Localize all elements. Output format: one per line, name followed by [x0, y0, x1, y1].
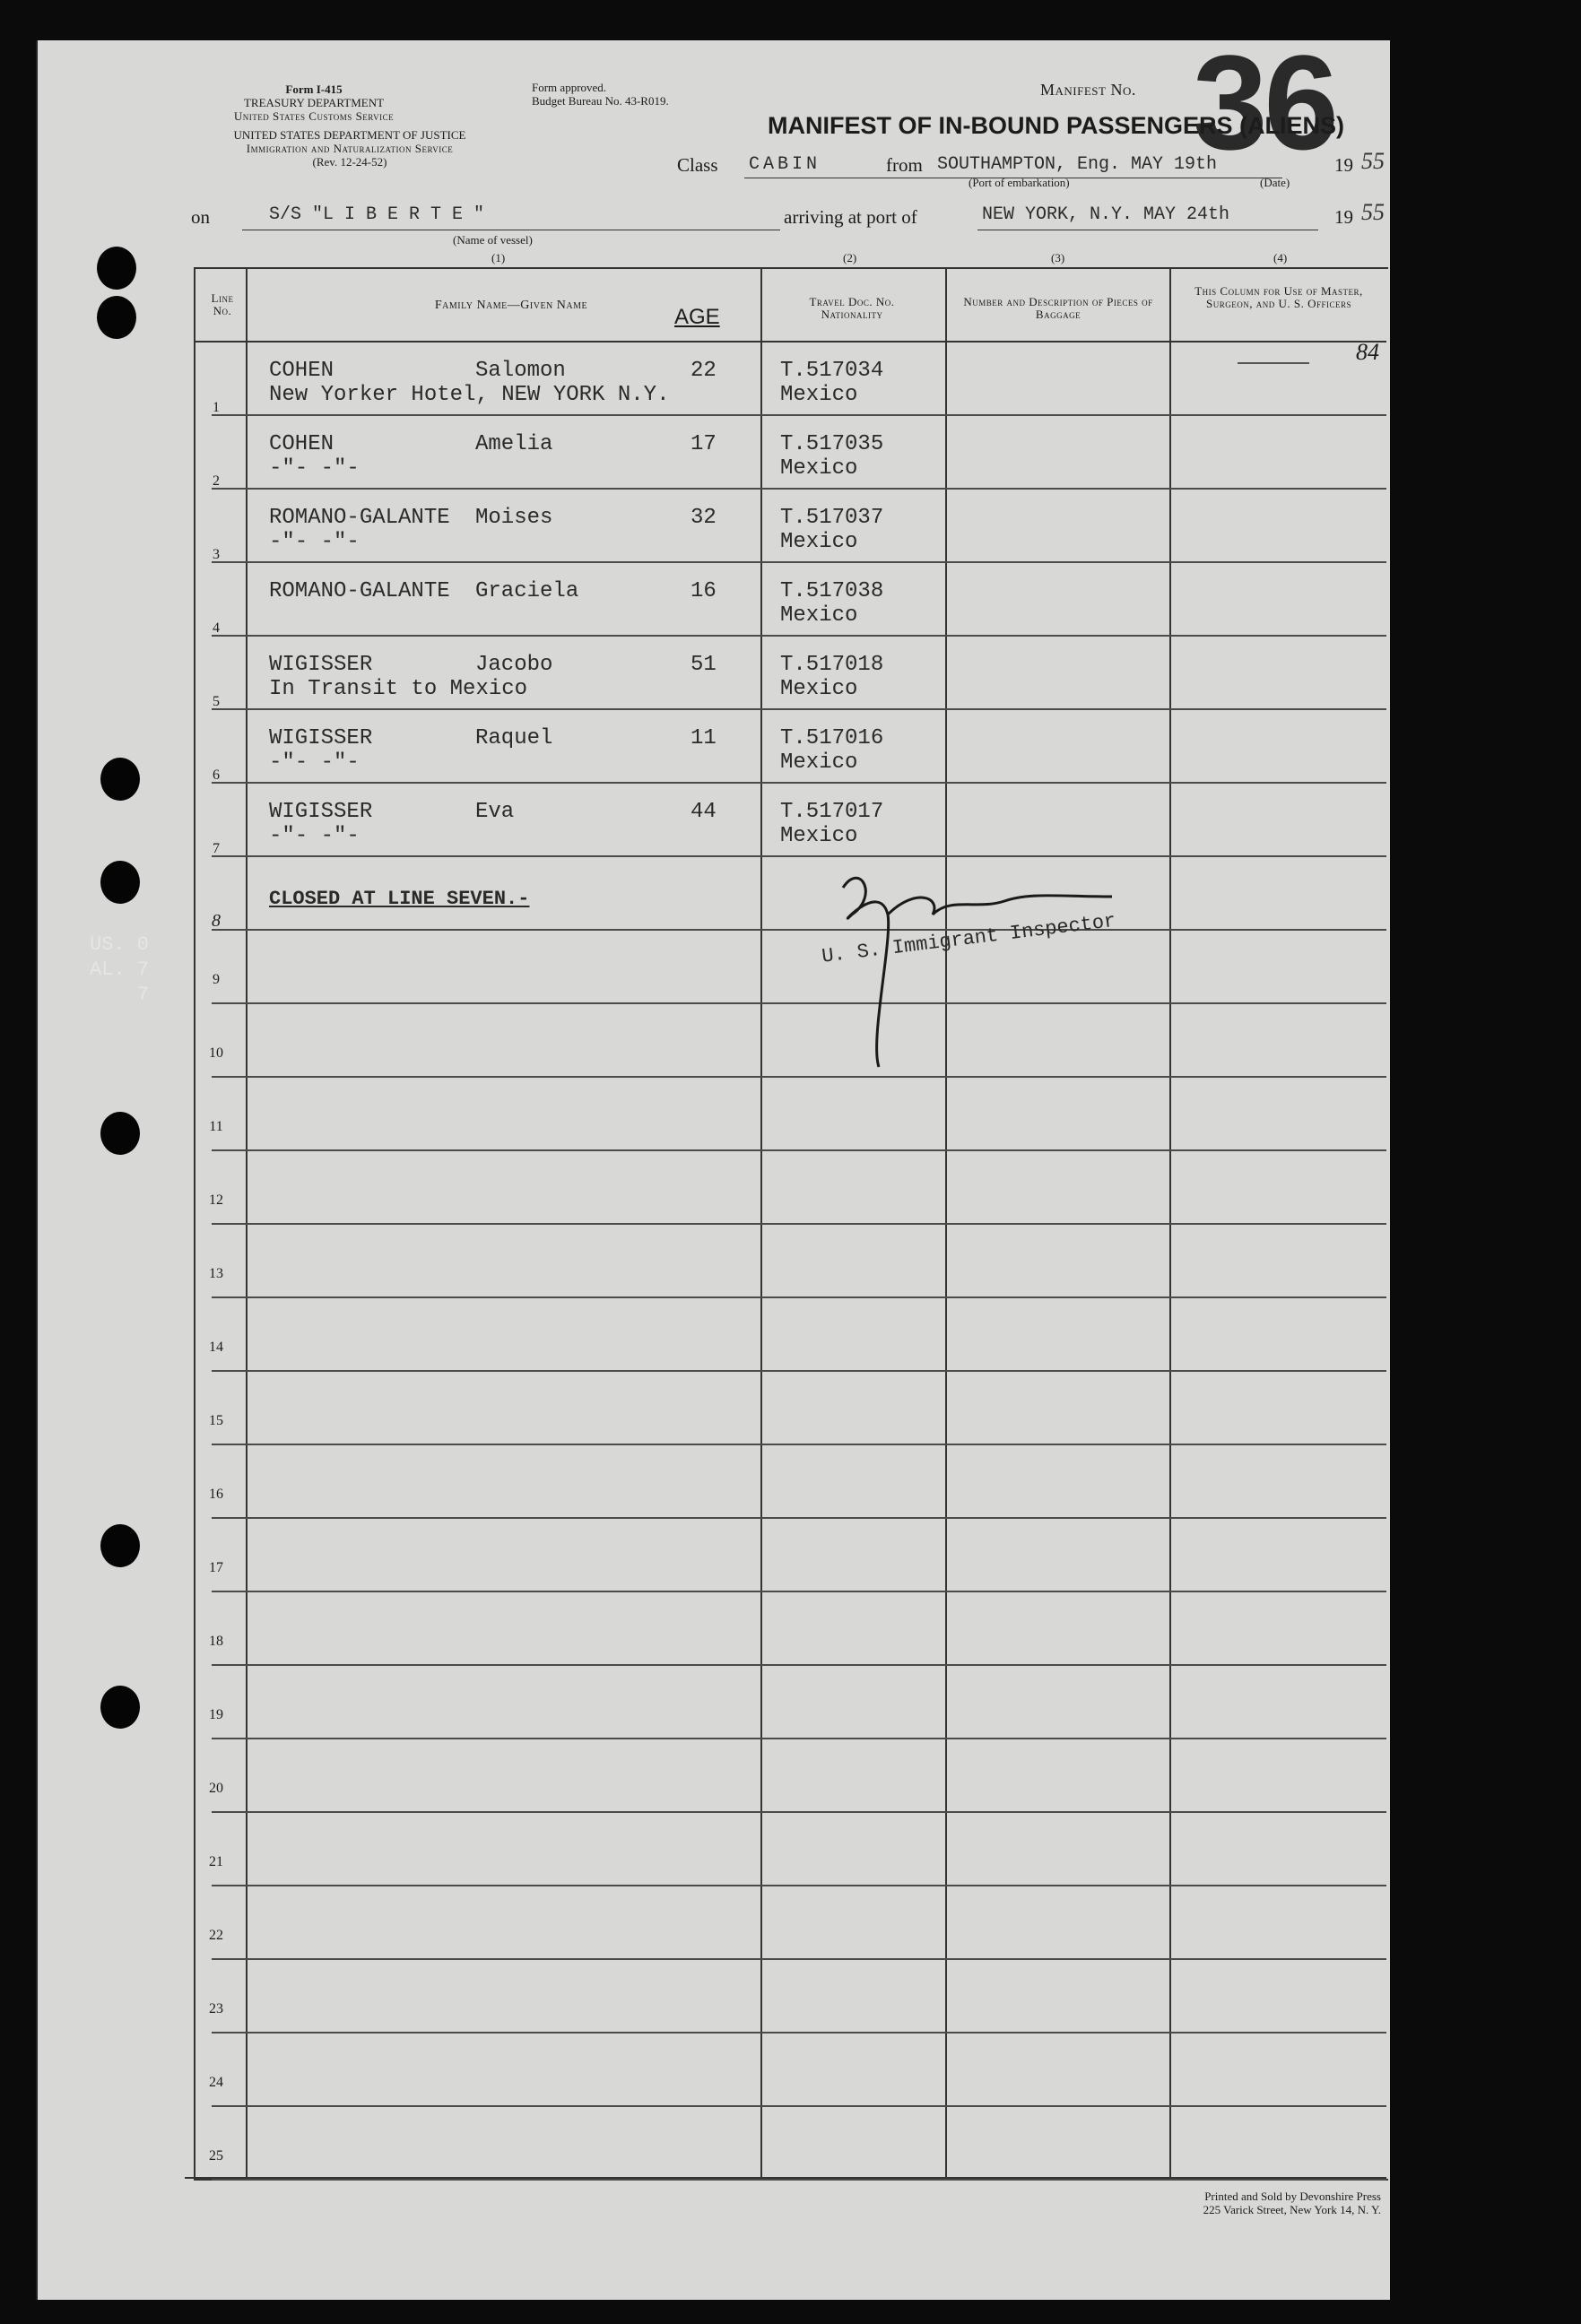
row-line: [212, 1296, 1386, 1298]
line-number: 3: [213, 547, 220, 562]
travel-doc: T.517034: [780, 359, 884, 383]
printer-credit: Printed and Sold by Devonshire Press: [1204, 2190, 1381, 2203]
passenger-note: In Transit to Mexico: [269, 677, 528, 701]
row-line: [212, 1149, 1386, 1151]
passenger-note: New Yorker Hotel, NEW YORK N.Y.: [269, 383, 670, 407]
year-prefix: 19: [1334, 154, 1353, 176]
given-name: Salomon: [475, 359, 566, 383]
given-name: Eva: [475, 800, 515, 824]
line-number: 17: [209, 1560, 223, 1575]
row-line: [212, 635, 1386, 637]
travel-doc: T.517037: [780, 506, 884, 530]
travel-doc: T.517038: [780, 579, 884, 603]
punch-hole: [100, 758, 140, 801]
travel-doc: T.517018: [780, 653, 884, 677]
manifest-no-label: Manifest No.: [1040, 81, 1136, 99]
line-number: 13: [209, 1266, 223, 1281]
col-name: Family Name—Given Name: [434, 299, 588, 312]
row-line: [212, 414, 1386, 416]
nationality: Mexico: [780, 383, 858, 407]
col-age: AGE: [674, 305, 720, 329]
given-name: Moises: [475, 506, 553, 530]
col-officers: This Column for Use of Master, Surgeon, and U. S. Officers: [1194, 284, 1363, 310]
row-line: [212, 1370, 1386, 1372]
line-number: 1: [213, 400, 220, 415]
col-index-2: (2): [843, 251, 857, 264]
row-line: [212, 1444, 1386, 1445]
given-name: Jacobo: [475, 653, 553, 677]
budget-bureau: Budget Bureau No. 43-R019.: [532, 94, 669, 108]
nationality: Mexico: [780, 750, 858, 775]
vessel-caption: (Name of vessel): [453, 233, 533, 247]
manifest-title: MANIFEST OF IN-BOUND PASSENGERS (ALIENS): [768, 112, 1345, 139]
line-number: 4: [213, 620, 220, 636]
age: 17: [691, 432, 717, 456]
family-name: COHEN: [269, 359, 334, 383]
printer-address: 225 Varick Street, New York 14, N. Y.: [1203, 2203, 1381, 2216]
family-name: COHEN: [269, 432, 334, 456]
from-label: from: [886, 154, 923, 176]
inspector-signature: [825, 861, 1130, 1085]
form-revision: (Rev. 12-24-52): [312, 155, 387, 169]
from-value: SOUTHAMPTON, Eng. MAY 19th: [937, 154, 1218, 175]
tally-al: AL. 7: [90, 958, 150, 981]
line-number: 22: [209, 1928, 223, 1943]
line-number: 15: [209, 1413, 223, 1428]
row-line: [212, 2105, 1386, 2107]
manifest-number: 36: [1193, 27, 1335, 178]
punch-hole: [100, 1686, 140, 1729]
row-line: [212, 708, 1386, 710]
line-number: 6: [213, 767, 220, 783]
form-approved: Form approved.: [532, 81, 607, 94]
line-number: 20: [209, 1781, 223, 1796]
nationality: Mexico: [780, 456, 858, 481]
line-number: 14: [209, 1340, 223, 1355]
officer-mark: 84: [1356, 339, 1379, 365]
year2-value: 55: [1361, 199, 1385, 225]
travel-doc: T.517016: [780, 726, 884, 750]
tally-us: US. 0: [90, 933, 150, 956]
age: 22: [691, 359, 717, 383]
row-line: [212, 1591, 1386, 1592]
nationality: Mexico: [780, 603, 858, 628]
year2-prefix: 19: [1334, 206, 1353, 228]
justice-dept: UNITED STATES DEPARTMENT OF JUSTICE: [233, 128, 466, 142]
row-line: [212, 1076, 1386, 1078]
age: 32: [691, 506, 717, 530]
col-index-4: (4): [1273, 251, 1288, 264]
punch-hole: [97, 247, 136, 290]
given-name: Graciela: [475, 579, 579, 603]
nationality: Mexico: [780, 824, 858, 848]
row-line: [212, 782, 1386, 784]
line-number: 21: [209, 1854, 223, 1869]
col-index-3: (3): [1051, 251, 1065, 264]
line-number: 18: [209, 1634, 223, 1649]
passenger-note: -"- -"-: [269, 530, 360, 554]
date-caption: (Date): [1260, 176, 1290, 189]
line-number: 2: [213, 473, 220, 489]
line-number: 16: [209, 1487, 223, 1502]
line-number: 8: [212, 911, 221, 931]
port-embark-caption: (Port of embarkation): [969, 176, 1070, 189]
row-line: [212, 855, 1386, 857]
row-line: [212, 2032, 1386, 2034]
family-name: WIGISSER: [269, 800, 373, 824]
row-line: [212, 1738, 1386, 1739]
col-baggage: Number and Description of Pieces of Baggage: [963, 295, 1153, 321]
age: 44: [691, 800, 717, 824]
customs-service: United States Customs Service: [233, 109, 395, 123]
line-number: 19: [209, 1707, 223, 1722]
arriving-value: NEW YORK, N.Y. MAY 24th: [982, 204, 1230, 225]
line-number: 23: [209, 2001, 223, 2016]
nationality: Mexico: [780, 530, 858, 554]
family-name: WIGISSER: [269, 726, 373, 750]
family-name: ROMANO-GALANTE: [269, 579, 450, 603]
vessel-name: S/S "L I B E R T E ": [269, 204, 485, 225]
line-number: 10: [209, 1045, 223, 1061]
nationality: Mexico: [780, 677, 858, 701]
row-line: [212, 2179, 1386, 2181]
immigrant-inspector-label: U. S. Immigrant Inspector: [821, 909, 1117, 968]
row-line: [212, 929, 1386, 931]
tally-total: 7: [136, 984, 150, 1006]
line-number: 5: [213, 694, 220, 709]
line-number: 7: [213, 841, 220, 856]
line-number: 11: [209, 1119, 223, 1134]
punch-hole: [100, 861, 140, 904]
row-line: [212, 1958, 1386, 1960]
punch-hole: [97, 296, 136, 339]
age: 51: [691, 653, 717, 677]
punch-hole: [100, 1524, 140, 1567]
treasury-dept: TREASURY DEPARTMENT: [243, 96, 385, 109]
given-name: Amelia: [475, 432, 553, 456]
row-line: [212, 561, 1386, 563]
line-number: 12: [209, 1192, 223, 1208]
age: 11: [691, 726, 717, 750]
line-number: 24: [209, 2075, 223, 2090]
row-line: [212, 1223, 1386, 1225]
form-number: Form I-415: [285, 82, 343, 96]
arriving-label: arriving at port of: [784, 206, 917, 228]
punch-hole: [100, 1112, 140, 1155]
ins-service: Immigration and Naturalization Service: [246, 142, 454, 155]
passenger-note: -"- -"-: [269, 750, 360, 775]
row-line: [212, 1002, 1386, 1004]
passenger-note: -"- -"-: [269, 456, 360, 481]
col-index-1: (1): [491, 251, 506, 264]
year-value: 55: [1361, 148, 1385, 174]
col-line-no: Line No.: [211, 291, 234, 317]
on-label: on: [191, 206, 210, 228]
col-travel-doc: Travel Doc. No. Nationality: [809, 295, 895, 321]
closed-at-line: CLOSED AT LINE SEVEN.-: [269, 888, 530, 910]
family-name: WIGISSER: [269, 653, 373, 677]
row-line: [212, 1811, 1386, 1813]
row-line: [212, 1664, 1386, 1666]
line-number: 25: [209, 2148, 223, 2164]
row-line: [212, 1885, 1386, 1886]
line-number: 9: [213, 972, 220, 987]
class-label: Class: [677, 154, 718, 176]
row-line: [212, 488, 1386, 490]
passenger-note: -"- -"-: [269, 824, 360, 848]
given-name: Raquel: [475, 726, 553, 750]
travel-doc: T.517035: [780, 432, 884, 456]
class-value: CABIN: [749, 154, 821, 175]
row-line: [212, 1517, 1386, 1519]
age: 16: [691, 579, 717, 603]
travel-doc: T.517017: [780, 800, 884, 824]
family-name: ROMANO-GALANTE: [269, 506, 450, 530]
